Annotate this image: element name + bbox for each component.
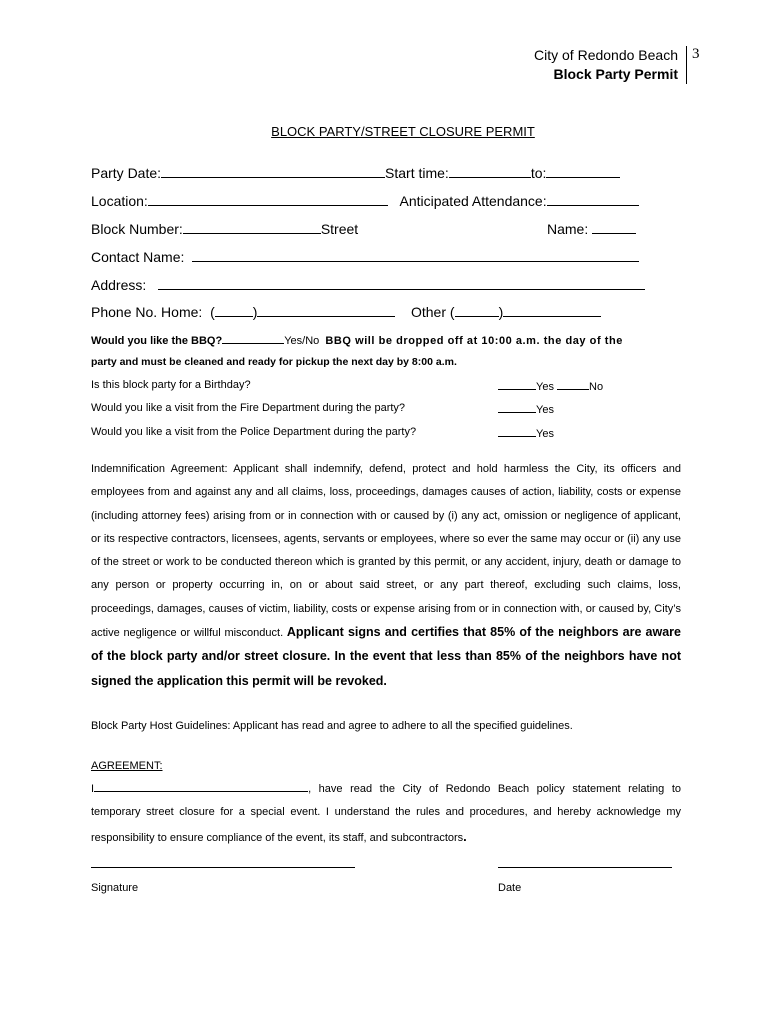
party-date-label: Party Date: [91,165,162,181]
to-label: to: [530,165,547,181]
police-answer [498,426,554,440]
page-number: 3 [692,46,700,62]
address-row [91,277,645,293]
bbq-answer-field[interactable] [222,333,284,344]
start-time-field[interactable] [449,165,531,178]
fire-question: Would you like a visit from the Fire Department during the party? [91,402,406,414]
birthday-yes-field[interactable] [498,379,536,390]
address-field[interactable] [158,277,645,290]
end-time-field[interactable] [546,165,620,178]
bbq-row [91,333,681,347]
form-title: BLOCK PARTY/STREET CLOSURE PERMIT [271,124,535,139]
street-label: Street [320,221,359,237]
agreement-line-3: acknowledge my responsibility to ensure compliance of the event, its staff, and subcontractors [91,806,681,844]
phone-home-label: Phone No. Home: [91,304,203,320]
signature-label: Signature [91,882,139,894]
location-field[interactable] [148,193,388,206]
block-number-label: Block Number: [91,221,183,237]
attendance-field[interactable] [547,193,639,206]
block-number-row [91,221,358,237]
other-area-code-field[interactable] [455,304,499,317]
birthday-answer [498,379,603,393]
applicant-name-field[interactable] [94,781,308,792]
birthday-no-field[interactable] [557,379,589,390]
header-title: Block Party Permit [553,66,678,82]
signature-line[interactable] [91,867,355,868]
agreement-prefix: I [91,783,95,795]
phone-home-field[interactable] [257,304,395,317]
address-label: Address: [91,277,147,293]
bbq-note-line-2: party and must be cleaned and ready for pickup the next day by 8:00 a.m. [91,356,457,368]
other-label: Other [410,304,446,320]
name-field[interactable] [592,221,636,234]
contact-name-row [91,249,639,265]
name-row [547,221,636,237]
fire-yes-field[interactable] [498,402,536,413]
block-number-field[interactable] [183,221,321,234]
phone-paren-open: ( [210,304,215,320]
contact-name-label: Contact Name: [91,249,185,265]
phone-row [91,304,601,320]
phone-area-code-field[interactable] [215,304,253,317]
birthday-yes-label: Yes [536,381,554,393]
bbq-options: Yes/No [284,335,320,347]
attendance-label: Anticipated Attendance: [399,193,547,209]
police-question: Would you like a visit from the Police Department during the party? [91,426,417,438]
police-yes-field[interactable] [498,426,536,437]
bbq-note-line-1: BBQ will be dropped off at 10:00 a.m. the day of the [325,335,623,347]
host-guidelines: Block Party Host Guidelines: Applicant has read and agree to adhere to all the specified guidelines. [91,720,573,732]
indemnification-text: Indemnification Agreement: Applicant shall indemnify, defend, protect and hold harmless the City, its officers and employees from and against any and all claims, loss, proceedings, damages causes of action, liability, costs or expense (including attorney fees) arising from or in connection with or caused by (i) any act, omission or negligence of applicant, or its respective contractors, licensees, agents, servants or employees, where so ever the same may occur or (ii) any use of the street or work to be conducted thereon which is granted by this permit, or any accident, injury, death or damage to any person or property occurring in, on or about said street, or any part thereof, excluding such claims, loss, proceedings, damages, causes of victim, liability, costs or expense arising from or in connection with, or caused by, City’s active negligence or willful misconduct. [91,463,681,640]
birthday-question: Is this block party for a Birthday? [91,379,251,391]
party-date-field[interactable] [161,165,385,178]
fire-yes-label: Yes [536,404,554,416]
other-paren-close: ) [498,304,504,320]
police-yes-label: Yes [536,428,554,440]
date-label: Date [498,882,522,894]
other-phone-field[interactable] [503,304,601,317]
contact-name-field[interactable] [192,249,639,262]
agreement-line-1: , have read the City of Redondo Beach policy statement relating [308,783,665,795]
page-header [534,46,678,84]
agreement-period: . [463,828,467,844]
party-date-row [91,165,620,181]
location-row [91,193,639,209]
phone-paren-close: ) [252,304,258,320]
bbq-question: Would you like the BBQ? [91,335,223,347]
neighbors-certification: Applicant signs and certifies that 85% of the neighbors are aware of the block party and/or street closure. In the event that less than 85% of the neighbors have not signed the application this permit will be revoked. [91,625,681,688]
name-label: Name: [547,221,589,237]
start-time-label: Start time: [385,165,449,181]
location-label: Location: [91,193,148,209]
birthday-no-label: No [589,381,604,393]
header-divider [686,46,687,84]
fire-answer [498,402,554,416]
agreement-paragraph [91,778,681,850]
agreement-heading: AGREEMENT: [91,760,163,772]
agreement-line-2: to temporary street closure for a special event. I understand the rules and procedures, and hereby [91,783,681,819]
other-paren-open: ( [449,304,455,320]
header-city: City of Redondo Beach [534,47,678,63]
date-line[interactable] [498,867,672,868]
indemnification-paragraph [91,458,681,694]
